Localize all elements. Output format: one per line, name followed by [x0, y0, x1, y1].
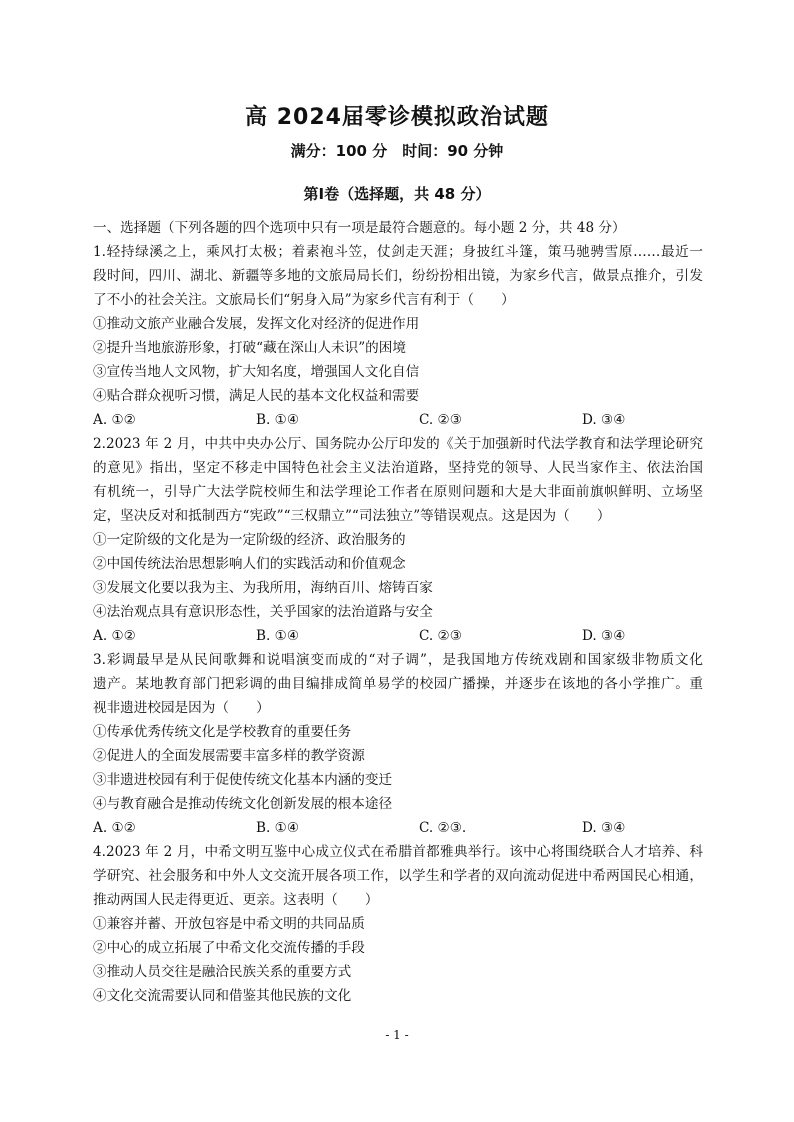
score-and-time: 满分：100 分 时间：90 分钟	[290, 142, 504, 160]
question-stem-line: 学研究、社会服务和中外人文交流开展各项工作，以学生和学者的双向流动促进中希两国民心相通，	[93, 868, 703, 884]
question-option-statement: ①推动文旅产业融合发展，发挥文化对经济的促进作用	[93, 316, 420, 332]
answer-choice: C. ②③	[419, 412, 462, 428]
question-option-statement: ①兼容并蓄、开放包容是中希文明的共同品质	[93, 916, 365, 932]
section-title: 第Ⅰ卷（选择题，共 48 分）	[303, 185, 491, 203]
question-option-statement: ④法治观点具有意识形态性，关乎国家的法治道路与安全	[93, 604, 433, 620]
answer-choices	[93, 624, 703, 648]
question-option-statement: ④与教育融合是推动传统文化创新发展的根本途径	[93, 796, 393, 812]
question-option-statement: ①一定阶级的文化是为一定阶级的经济、政治服务的	[93, 532, 406, 548]
question-2	[93, 432, 703, 648]
question-4	[93, 840, 703, 1008]
answer-choice: D. ③④	[582, 820, 626, 836]
question-option-statement: ③非遗进校园有利于促使传统文化基本内涵的变迁	[93, 772, 393, 788]
question-stem-line: 定，坚决反对和抵制西方“宪政”“三权鼎立”“司法独立”等错误观点。这是因为（ ）	[93, 508, 611, 524]
question-3	[93, 648, 703, 840]
page-number: - 1 -	[385, 1028, 409, 1042]
answer-choice: A. ①②	[93, 820, 136, 836]
instructions: 一、选择题（下列各题的四个选项中只有一项是最符合题意的。每小题 2 分，共 48 分）	[93, 220, 626, 236]
question-option-statement: ②促进人的全面发展需要丰富多样的教学资源	[93, 748, 365, 764]
question-stem-line: 推动两国人民走得更近、更亲。这表明（ ）	[93, 892, 379, 908]
answer-choices	[93, 816, 703, 840]
answer-choice: D. ③④	[582, 412, 626, 428]
question-stem-line: 3.彩调最早是从民间歌舞和说唱演变而成的“对子调”，是我国地方传统戏剧和国家级非物质文化	[93, 652, 703, 668]
exam-title: 高 2024届零诊模拟政治试题	[245, 105, 549, 130]
question-stem-line: 有机统一，引导广大法学院校师生和法学理论工作者在原则问题和大是大非面前旗帜鲜明、立场坚	[93, 484, 703, 500]
answer-choice: D. ③④	[582, 628, 626, 644]
question-stem-line: 了不小的社会关注。文旅局长们“躬身入局”为家乡代言有利于（ ）	[93, 292, 515, 308]
question-1	[93, 240, 703, 432]
question-option-statement: ②中心的成立拓展了中希文化交流传播的手段	[93, 940, 365, 956]
answer-choice: A. ①②	[93, 628, 136, 644]
answer-choice: B. ①④	[256, 820, 300, 836]
answer-choice: B. ①④	[256, 412, 300, 428]
question-option-statement: ④文化交流需要认同和借鉴其他民族的文化	[93, 988, 352, 1004]
question-option-statement: ③宣传当地人文风物，扩大知名度，增强国人文化自信	[93, 364, 420, 380]
question-stem-line: 4.2023 年 2 月，中希文明互鉴中心成立仪式在希腊首都雅典举行。该中心将围绕联合人才培养、科	[93, 844, 703, 860]
question-option-statement: ④贴合群众视听习惯，满足人民的基本文化权益和需要	[93, 388, 420, 404]
question-stem-line: 1.轻持绿溪之上，乘风打太极；着素袍斗笠，仗剑走天涯；身披红斗篷，策马驰骋雪原……最近一	[93, 244, 703, 260]
question-option-statement: ②提升当地旅游形象，打破“藏在深山人未识”的困境	[93, 340, 406, 356]
question-option-statement: ③发展文化要以我为主、为我所用，海纳百川、熔铸百家	[93, 580, 433, 596]
answer-choice: C. ②③	[419, 628, 462, 644]
question-option-statement: ①传承优秀传统文化是学校教育的重要任务	[93, 724, 352, 740]
question-stem-line: 2.2023 年 2 月，中共中央办公厅、国务院办公厅印发的《关于加强新时代法学教育和法学理论研究	[93, 436, 703, 452]
question-option-statement: ②中国传统法治思想影响人们的实践活动和价值观念	[93, 556, 406, 572]
question-stem-line: 的意见》指出，坚定不移走中国特色社会主义法治道路，坚持党的领导、人民当家作主、依法治国	[93, 460, 703, 476]
answer-choices	[93, 408, 703, 432]
answer-choice: C. ②③.	[419, 820, 467, 836]
question-stem-line: 段时间，四川、湖北、新疆等多地的文旅局局长们，纷纷扮相出镜，为家乡代言，做景点推介，引发	[93, 268, 703, 284]
question-body	[93, 216, 703, 1008]
answer-choice: B. ①④	[256, 628, 300, 644]
question-option-statement: ③推动人员交往是融洽民族关系的重要方式	[93, 964, 352, 980]
answer-choice: A. ①②	[93, 412, 136, 428]
question-stem-line: 遗产。某地教育部门把彩调的曲目编排成简单易学的校园广播操，并逐步在该地的各小学推广。重	[93, 676, 703, 692]
question-stem-line: 视非遗进校园是因为（ ）	[93, 700, 270, 716]
